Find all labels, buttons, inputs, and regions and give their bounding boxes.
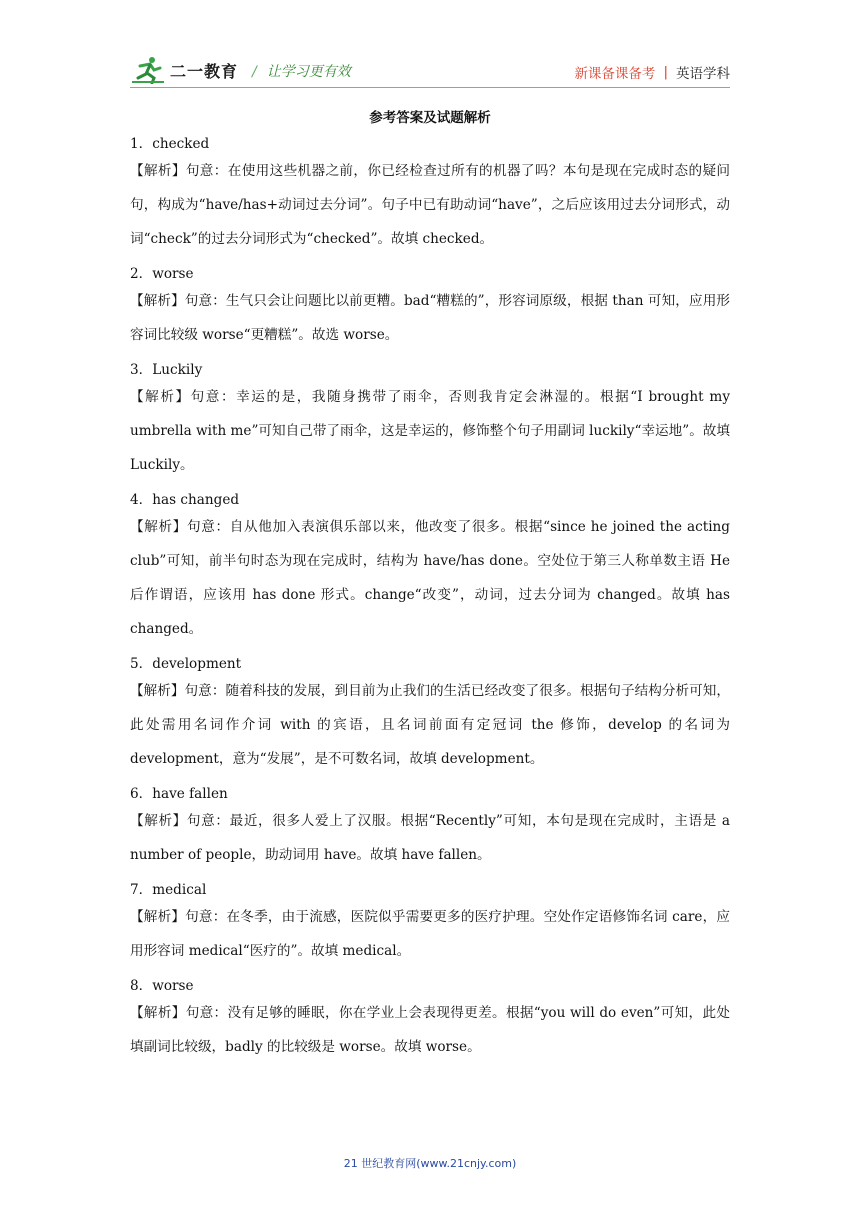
page-footer: 21 世纪教育网(www.21cnjy.com): [343, 1157, 517, 1170]
explanation-text: 【解析】句意：随着科技的发展，到目前为止我们的生活已经改变了很多。根据句子结构分析可知，此处需用名词作介词 with 的宾语，且名词前面有定冠词 the 修饰，develop 的名词为 development，意为“发展”，是不可数名词，故填 development。: [130, 683, 730, 767]
course-tag: 新课备课备考: [574, 66, 656, 82]
answer-text: 1．checked: [130, 136, 210, 152]
answer-item-5: [130, 654, 730, 776]
answer-text: 4．has changed: [130, 492, 240, 508]
answer-item-3: [130, 360, 730, 482]
explanation-text: 【解析】句意：在冬季，由于流感，医院似乎需要更多的医疗护理。空处作定语修饰名词 care，应用形容词 medical“医疗的”。故填 medical。: [130, 909, 730, 959]
subject-tag: [574, 62, 730, 82]
runner-logo-icon: [130, 56, 166, 84]
slash-divider-icon: /: [252, 64, 257, 80]
explanation-text: 【解析】句意：在使用这些机器之前，你已经检查过所有的机器了吗？本句是现在完成时态的疑问句，构成为“have/has+动词过去分词”。句子中已有助动词“have”，之后应该用过去分词形式，动词“check”的过去分词形式为“checked”。故填 checked。: [130, 163, 730, 247]
answer-item-1: [130, 134, 730, 256]
logo-text: 二一教育: [170, 61, 239, 81]
answer-text: 6．have fallen: [130, 786, 228, 802]
answer-text: 8．worse: [130, 978, 194, 994]
slogan-text: 让学习更有效: [266, 64, 351, 80]
answer-item-7: [130, 880, 730, 968]
explanation-text: 【解析】句意：生气只会让问题比以前更糟。bad“糟糕的”，形容词原级，根据 than 可知，应用形容词比较级 worse“更糟糕”。故选 worse。: [130, 293, 730, 343]
answer-item-6: [130, 784, 730, 872]
page-title: 参考答案及试题解析: [369, 110, 491, 126]
header-divider: [130, 87, 730, 88]
slogan: [252, 61, 351, 81]
vertical-divider-icon: |: [663, 64, 668, 80]
logo: [130, 56, 238, 84]
answer-text: 7．medical: [130, 882, 207, 898]
explanation-text: 【解析】句意：没有足够的睡眠，你在学业上会表现得更差。根据“you will do even”可知，此处填副词比较级，badly 的比较级是 worse。故填 worse。: [130, 1005, 730, 1055]
explanation-text: 【解析】句意：自从他加入表演俱乐部以来，他改变了很多。根据“since he joined the acting club”可知，前半句时态为现在完成时，结构为 have/has done。空处位于第三人称单数主语 He 后作谓语，应该用 has done 形式。change“改变”，动词，过去分词为 changed。故填 has changed。: [130, 519, 730, 637]
answer-text: 2．worse: [130, 266, 194, 282]
explanation-text: 【解析】句意：最近，很多人爱上了汉服。根据“Recently”可知，本句是现在完成时，主语是 a number of people，助动词用 have。故填 have fallen。: [130, 813, 730, 863]
explanation-text: 【解析】句意：幸运的是，我随身携带了雨伞，否则我肯定会淋湿的。根据“I brought my umbrella with me”可知自己带了雨伞，这是幸运的，修饰整个句子用副词 luckily“幸运地”。故填 Luckily。: [130, 389, 730, 473]
answer-item-4: [130, 490, 730, 646]
subject-label: 英语学科: [676, 66, 730, 82]
answer-text: 3．Luckily: [130, 362, 203, 378]
answer-item-8: [130, 976, 730, 1064]
answer-list: [130, 134, 730, 1072]
page-header: [130, 52, 730, 92]
answer-item-2: [130, 264, 730, 352]
answer-text: 5．development: [130, 656, 242, 672]
